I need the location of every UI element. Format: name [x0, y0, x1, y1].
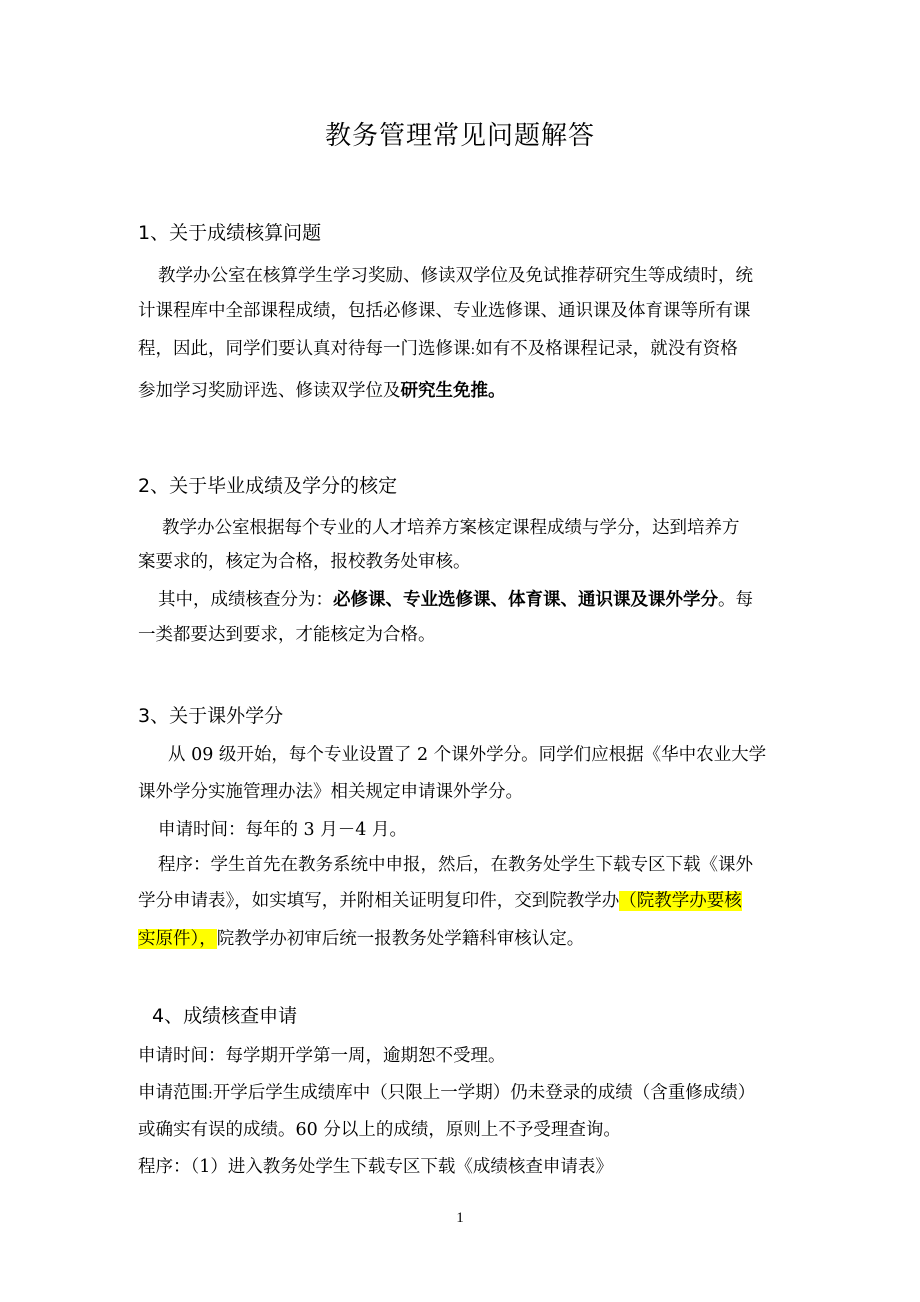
section-3-line-5: [138, 888, 742, 914]
section-2-heading: 2、关于毕业成绩及学分的核定: [138, 475, 398, 497]
section-3-line-1: 从 09 级开始，每个专业设置了 2 个课外学分。同学们应根据《华中农业大学: [168, 745, 767, 765]
section-1-heading: 1、关于成绩核算问题: [138, 222, 322, 244]
section-4-line-2-part-2: 开学后学生成绩库中（只限上一学期）仍未登录的成绩（含重修成绩）: [212, 1083, 756, 1103]
section-2-line-3: [158, 587, 753, 613]
highlighted-note-end: 实原件），: [138, 929, 217, 949]
section-1-line-3-part-1: 程，因此，同学们要认真对待每一门选修课: [138, 339, 471, 359]
section-4-line-1: 申请时间：每学期开学第一周，逾期恕不受理。: [138, 1046, 506, 1066]
section-2-line-3-bold: 必修课、专业选修课、体育课、通识课及课外学分: [333, 590, 718, 610]
section-1-line-4: [138, 378, 506, 404]
section-3-line-6: [138, 926, 584, 952]
section-1-line-3: 程，因此，同学们要认真对待每一门选修课:如有不及格课程记录，就没有资格: [138, 339, 738, 359]
section-1-line-4-bold: 研究生免推。: [400, 381, 506, 401]
section-3-line-2: 课外学分实施管理办法》相关规定申请课外学分。: [138, 782, 523, 802]
section-3-line-3: 申请时间：每年的 3 月－4 月。: [158, 820, 407, 840]
section-1-line-3-part-2: 如有不及格课程记录，就没有资格: [475, 339, 738, 359]
section-2-line-3-part-3: 。每: [718, 590, 753, 610]
section-3-line-4: 程序：学生首先在教务系统中申报，然后，在教务处学生下载专区下载《课外: [158, 855, 753, 875]
section-4-line-2: 申请范围:开学后学生成绩库中（只限上一学期）仍未登录的成绩（含重修成绩）: [138, 1083, 756, 1103]
section-4-heading: 4、成绩核查申请: [152, 1005, 298, 1027]
section-3-line-6-part-2: 院教学办初审后统一报教务处学籍科审核认定。: [216, 929, 585, 949]
section-1-line-1: 教学办公室在核算学生学习奖励、修读双学位及免试推荐研究生等成绩时，统: [158, 266, 753, 286]
section-3-heading: 3、关于课外学分: [138, 705, 284, 727]
section-4-line-2-part-1: 申请范围: [138, 1083, 208, 1103]
section-4-line-4: 程序：（1）进入教务处学生下载专区下载《成绩核查申请表》: [138, 1157, 613, 1177]
section-2-line-4: 一类都要达到要求，才能核定为合格。: [138, 625, 436, 645]
section-4-line-3: 或确实有误的成绩。60 分以上的成绩，原则上不予受理查询。: [138, 1120, 621, 1140]
section-2-line-1: 教学办公室根据每个专业的人才培养方案核定课程成绩与学分，达到培养方: [162, 518, 740, 538]
section-3-line-5-part-1: 学分申请表》，如实填写，并附相关证明复印件，交到院教学办: [138, 891, 620, 911]
document-title: 教务管理常见问题解答: [324, 121, 595, 151]
section-2-line-2: 案要求的，核定为合格，报校教务处审核。: [138, 552, 471, 572]
highlighted-note-start: （院教学办要核: [619, 891, 742, 911]
section-1-line-2: 计课程库中全部课程成绩，包括必修课、专业选修课、通识课及体育课等所有课: [138, 301, 751, 321]
section-1-line-4-part-1: 参加学习奖励评选、修读双学位及: [138, 381, 401, 401]
page-number: 1: [456, 1210, 464, 1226]
section-2-line-3-part-1: 其中，成绩核查分为：: [158, 590, 333, 610]
